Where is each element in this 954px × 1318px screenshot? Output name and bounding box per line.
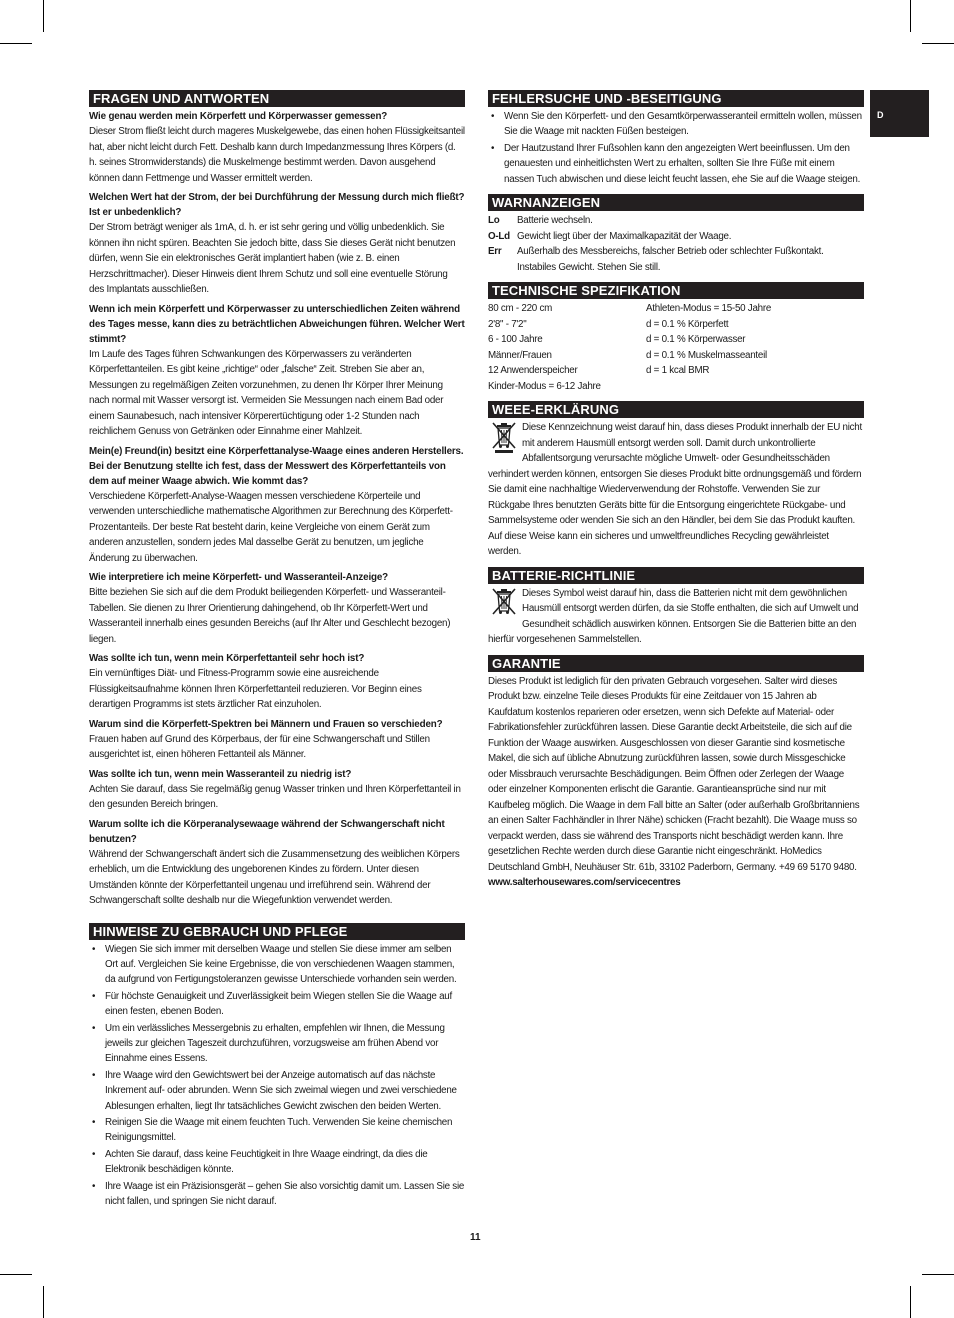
- care-heading: HINWEISE ZU GEBRAUCH UND PFLEGE: [89, 923, 465, 940]
- troubleshoot-list-item: • Wenn Sie den Körperfett- und den Gesamtkörperwasseranteil ermitteln wollen, müssen Sie die Waage mit nackten Füßen besteigen.: [504, 109, 864, 140]
- warning-description: Außerhalb des Messbereichs, falscher Betrieb oder schlechter Fußkontakt. Instabiles Gewicht. Stehen Sie still.: [517, 246, 824, 273]
- spec-item: Männer/Frauen: [488, 349, 552, 361]
- care-list-item: • Ihre Waage ist ein Präzisionsgerät – gehen Sie also vorsichtig damit um. Lassen Sie sie nicht fallen, und springen Sie nicht darauf.: [105, 1179, 465, 1210]
- faq-answer: Frauen haben auf Grund des Körperbaus, der für eine Schwangerschaft und Stillen ausgerichtet ist, einen höheren Fettanteil als Männer.: [89, 733, 430, 760]
- faq-answer: Im Laufe des Tages führen Schwankungen des Körperwassers zu veränderten Körperfettanteilen. Es gibt keine „richtige“ oder „falsche“ Zeit. Streben Sie aber an, Messungen zu regelmäßigen Zeiten vorzunehmen, zu denen Ihr Körper Ihrer Meinung nach normal mit Wasser versorgt ist. Vermeiden Sie Messungen nach einem Bad oder einem Saunabesuch, nach intensiver Körperertüchtigung oder 1-2 Stunden nach reichlichem Genuss von Getränken oder Einnahme einer Mahlzeit.: [89, 348, 444, 437]
- spec-item: 12 Anwenderspeicher: [488, 365, 578, 377]
- spec-item: d = 0.1 % Körperwasser: [646, 334, 746, 346]
- faq-heading: FRAGEN UND ANTWORTEN: [89, 90, 465, 107]
- warning-code: Err: [488, 246, 502, 258]
- faq-question: Was sollte ich tun, wenn mein Wasseranteil zu niedrig ist?: [89, 768, 352, 780]
- faq-answer: Verschiedene Körperfett-Analyse-Waagen messen verschiedene Körperteile und verwenden unterschiedliche mathematische Algorithmen zur Berechnung des Körperfett-Prozentanteils. Der beste Rat besteht darin, keine Vergleiche von einem Gerät zum anderen anzustellen, sondern jedes Mal dasselbe Gerät zu benutzen, um jegliche Änderung zu überwachen.: [89, 490, 453, 564]
- faq-question: Mein(e) Freund(in) besitzt eine Körperfettanalyse-Waage eines anderen Herstellers. Bei der Benutzung stellte ich fest, dass der Messwert des Körperfettanteils von dem auf meiner Waage abwich. Wie kommt das?: [89, 445, 464, 487]
- crop-mark: [922, 1274, 954, 1275]
- left-column: [89, 90, 465, 1213]
- warning-code: Lo: [488, 215, 500, 227]
- faq-answer: Dieser Strom fließt leicht durch mageres Muskelgewebe, das einen hohen Flüssigkeitsanteil hat, aber nicht leicht durch Fett. Deshalb kann durch Impedanzmessung Ihres Körpers (d. h. seines Stromwiderstands) die Muskelmenge bestimmt werden. Davon ausgehend können dann Fettmenge und Wasser ermittelt werden.: [89, 126, 465, 184]
- specs-table: [488, 301, 864, 394]
- troubleshoot-list: [488, 109, 864, 187]
- crop-mark: [43, 1286, 44, 1318]
- care-list-item: • Wiegen Sie sich immer mit derselben Waage und stellen Sie diese immer am selben Ort auf. Vergleichen Sie keine Ergebnisse, die von verschiedenen Waagen stammen, da aufgrund von Fertigungstoleranzen gewisse Unterschiede vorhanden sein werden.: [105, 942, 465, 988]
- warning-description: Gewicht liegt über der Maximalkapazität der Waage.: [517, 230, 732, 242]
- crossed-bin-icon: [488, 586, 520, 620]
- specs-heading: TECHNISCHE SPEZIFIKATION: [488, 282, 864, 299]
- weee-text: Diese Kennzeichnung weist darauf hin, dass dieses Produkt innerhalb der EU nicht mit anderem Hausmüll entsorgt werden soll. Damit durch unkontrollierte Abfallentsorgung verursachte mögliche Umwelt- oder Gesundheitsschäden verhindert werden können, entsorgen Sie dieses Produkt bitte ordnungsgemäß und fördern Sie damit eine nachhaltige Wiederverwendung der Rohstoffe. Verwenden Sie zur Rückgabe Ihres benutzten Geräts bitte für die Entsorgung eingerichtete Rückgabe- und Sammelsysteme oder wenden Sie sich an den Händler, bei dem Sie das Produkt kauften. Auf diese Weise kann ein sicheres und umweltfreundliches Recycling gewährleistet werden.: [488, 422, 862, 558]
- service-centres-link[interactable]: www.salterhousewares.com/servicecentres: [488, 877, 681, 889]
- faq-question: Wie genau werden mein Körperfett und Körperwasser gemessen?: [89, 111, 388, 122]
- right-column: [488, 90, 864, 895]
- battery-text: Dieses Symbol weist darauf hin, dass die Batterien nicht mit dem gewöhnlichen Hausmüll entsorgt werden dürfen, da sie Stoffe enthalten, die sich auf Umwelt und Gesundheit schädlich auswirken können. Entsorgen Sie die Batterien bitte an den hierfür vorgesehenen Sammelstellen.: [488, 587, 859, 646]
- warranty-text: Dieses Produkt ist lediglich für den privaten Gebrauch vorgesehen. Salter wird dieses Produkt bzw. einzelne Teile dieses Produkts für eine Zeitdauer von 15 Jahren ab Kaufdatum kostenlos reparieren oder ersetzen, wenn sich Defekte auf Material- oder Fabrikationsfehler zurückführen lassen. Diese Garantie deckt Arbeitsteile, die sich auf die Funktion der Waage auswirken. Ausgeschlossen von dieser Garantie sind kosmetische Makel, die sich auf übliche Abnutzung zurückführen lassen, sowie durch Missgeschicke oder Missbrauch verursachte Beschädigungen. Beim Öffnen oder Zerlegen der Waage oder einzelner Komponenten erlischt die Garantie. Garantieansprüche sind nur mit Kaufbeleg möglich. Die Waage in dem Fall bitte an Salter (oder außerhalb Großbritanniens an einen Salter Fachhändler in Ihrer Nähe) schicken (Fracht bezahlt). Die Waage muss so verpackt werden, dass sie während des Transports nicht beschädigt werden kann. Ihre gesetzlichen Rechte werden durch diese Garantie nicht eingeschränkt. HoMedics Deutschland GmbH, Neuhäuser Str. 61b, 33102 Paderborn, Germany. +49 69 5170 9480.: [488, 675, 860, 873]
- spec-item: d = 1 kcal BMR: [646, 365, 710, 377]
- faq-answer: Während der Schwangerschaft ändert sich die Zusammensetzung des weiblichen Körpers erheblich, um die Entwicklung des ungeborenen Kindes zu fördern. Unter diesen Umständen könnte der Körperfettanteil ungenau und irreführend sein. Während der Schwangerschaft sollte deshalb nur die Wiegefunktion verwendet werden.: [89, 848, 460, 906]
- page-number: 11: [470, 1232, 481, 1243]
- faq-answer: Achten Sie darauf, dass Sie regelmäßig genug Wasser trinken und Ihren Körperfettanteil in den gesunden Bereich bringen.: [89, 783, 461, 810]
- weee-block: [488, 420, 864, 560]
- crop-mark: [43, 0, 44, 32]
- battery-block: [488, 586, 864, 648]
- care-list-item: • Reinigen Sie die Waage mit einem feuchten Tuch. Verwenden Sie keine chemischen Reinigungsmittel.: [105, 1115, 465, 1146]
- crop-mark: [0, 43, 32, 44]
- battery-heading: BATTERIE-RICHTLINIE: [488, 567, 864, 584]
- faq-section: [89, 109, 465, 909]
- troubleshoot-list-item: • Der Hautzustand Ihrer Fußsohlen kann den angezeigten Wert beeinflussen. Um den genauesten und einheitlichsten Wert zu erhalten, sollten Sie Ihre Füße mit einem nassen Tuch abwischen und diese leicht feucht lassen, ehe Sie auf die Waage steigen.: [504, 141, 864, 187]
- warning-row: [488, 229, 864, 245]
- troubleshoot-heading: FEHLERSUCHE UND -BESEITIGUNG: [488, 90, 864, 107]
- warning-code: O-Ld: [488, 230, 510, 242]
- faq-question: Warum sind die Körperfett-Spektren bei Männern und Frauen so verschieden?: [89, 718, 443, 730]
- crop-mark: [910, 0, 911, 32]
- faq-question: Was sollte ich tun, wenn mein Körperfettanteil sehr hoch ist?: [89, 653, 365, 664]
- spec-item: 6 - 100 Jahre: [488, 334, 543, 346]
- spec-item: 2'8" - 7'2": [488, 318, 527, 330]
- care-list-item: • Um ein verlässliches Messergebnis zu erhalten, empfehlen wir Ihnen, die Messung jeweils zur gleichen Tageszeit durchzuführen, vorzugsweise am frühen Abend vor Einnahme eines Essens.: [105, 1021, 465, 1067]
- spec-item: d = 0.1 % Körperfett: [646, 318, 729, 330]
- language-tab: [870, 90, 929, 137]
- spec-item: Kinder-Modus = 6-12 Jahre: [488, 380, 601, 392]
- faq-question: Welchen Wert hat der Strom, der bei Durchführung der Messung durch mich fließt? Ist er unbedenklich?: [89, 192, 465, 218]
- spec-item: d = 0.1 % Muskelmasseanteil: [646, 349, 767, 361]
- faq-answer: Ein vernünftiges Diät- und Fitness-Programm sowie eine ausreichende Flüssigkeitsaufnahme können Ihren Körperfettanteil reduzieren. Vor Beginn eines derartigen Programms ist stets ärztlicher Rat einzuholen.: [89, 668, 422, 710]
- crop-mark: [0, 1274, 32, 1275]
- warnings-table: [488, 213, 864, 275]
- warning-row: [488, 213, 864, 229]
- faq-question: Warum sollte ich die Körperanalysewaage während der Schwangerschaft nicht benutzen?: [89, 818, 445, 845]
- faq-answer: Bitte beziehen Sie sich auf die dem Produkt beiliegenden Körperfett- und Wasseranteil-Tabellen. Sie dienen zu Ihrer Orientierung dahingehend, ob Ihr Körperfett-Wert und Wasseranteil innerhalb eines gesunden Bereichs (auf Ihr Alter und Geschlecht bezogen) liegen.: [89, 587, 451, 645]
- care-list-item: • Achten Sie darauf, dass keine Feuchtigkeit in Ihre Waage eindringt, da dies die Elektronik beschädigen könnte.: [105, 1147, 465, 1178]
- care-list-item: • Ihre Waage wird den Gewichtswert bei der Anzeige automatisch auf das nächste Inkrement auf- oder abrunden. Wenn Sie sich zweimal wiegen und zwei verschiedene Ablesungen erhalten, liegt Ihr tatsächliches Gewicht zwischen den beiden Werten.: [105, 1068, 465, 1114]
- specs-column-left: [488, 301, 646, 394]
- language-tab-label: D: [877, 110, 884, 120]
- faq-question: Wenn ich mein Körperfett und Körperwasser zu unterschiedlichen Zeiten während des Tages messe, kann dies zu beträchtlichen Abweichungen führen. Welcher Wert stimmt?: [89, 303, 465, 345]
- warnings-heading: WARNANZEIGEN: [488, 194, 864, 211]
- spec-item: Athleten-Modus = 15-50 Jahre: [646, 303, 772, 315]
- faq-answer: Der Strom beträgt weniger als 1mA, d. h. er ist sehr gering und völlig unbedenklich. Sie können ihn nicht spüren. Beachten Sie jedoch bitte, dass Sie dieses Gerät nicht benutzen dürfen, wenn Sie ein elektronisches Gerät implantiert haben (wie z. B. einen Herzschrittmacher). Dieser Hinweis dient Ihrem Schutz und soll eine eventuelle Störung des Implantats ausschließen.: [89, 222, 456, 295]
- weee-heading: WEEE-ERKLÄRUNG: [488, 401, 864, 418]
- warning-row: [488, 244, 864, 275]
- spec-item: 80 cm - 220 cm: [488, 303, 553, 315]
- crossed-bin-icon: [488, 420, 520, 454]
- warning-description: Batterie wechseln.: [517, 215, 593, 227]
- crop-mark: [910, 1286, 911, 1318]
- specs-column-right: [646, 301, 864, 394]
- faq-question: Wie interpretiere ich meine Körperfett- und Wasseranteil-Anzeige?: [89, 572, 389, 583]
- warranty-heading: GARANTIE: [488, 655, 864, 672]
- care-list: [89, 942, 465, 1210]
- crop-mark: [922, 43, 954, 44]
- care-list-item: • Für höchste Genauigkeit und Zuverlässigkeit beim Wiegen stellen Sie die Waage auf einen festen, ebenen Boden.: [105, 989, 465, 1020]
